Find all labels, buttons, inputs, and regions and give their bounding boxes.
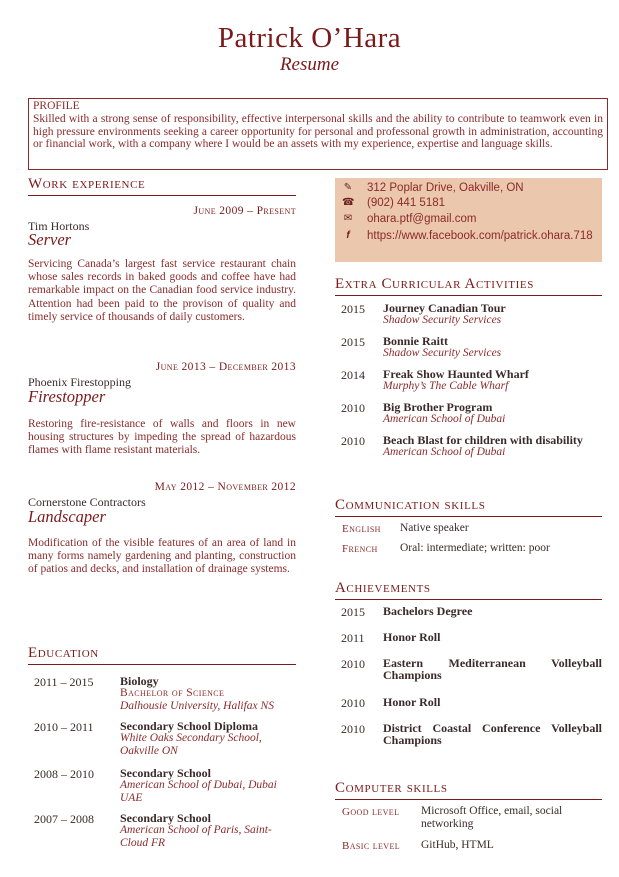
activity-title: Beach Blast for children with disability	[383, 433, 583, 447]
education-school: American School of Paris, Saint-Cloud FR	[120, 824, 272, 849]
achievement-year: 2010	[341, 657, 365, 671]
education-entry	[120, 812, 296, 849]
achievement-year: 2010	[341, 722, 365, 736]
skill-list: Microsoft Office, email, social networking	[421, 805, 563, 830]
activity-entry	[383, 335, 602, 360]
job-company: Cornerstone Contractors	[28, 495, 146, 509]
achievements-heading: Achievements	[335, 580, 602, 600]
achievement-title: Bachelors Degree	[383, 604, 473, 618]
job-company: Phoenix Firestopping	[28, 375, 132, 389]
activity-organization: Murphy’s The Cable Wharf	[383, 380, 509, 393]
contact-email-text[interactable]: ohara.ptf@gmail.com	[367, 213, 477, 225]
activity-year: 2010	[341, 434, 365, 448]
activity-title: Freak Show Haunted Wharf	[383, 367, 529, 381]
home-icon: ✎	[343, 182, 353, 193]
activity-title: Bonnie Raitt	[383, 334, 449, 348]
resume-subtitle: Resume	[279, 54, 340, 75]
activity-year: 2015	[341, 302, 365, 316]
profile-title: PROFILE	[33, 100, 80, 112]
achievement-title: Eastern Mediterranean Volleyball Champions	[383, 656, 602, 683]
activity-organization: Shadow Security Services	[383, 314, 502, 327]
activity-title: Big Brother Program	[383, 400, 493, 414]
skill-level: Basic level	[342, 840, 401, 852]
education-school: White Oaks Secondary School, Oakville ON	[120, 732, 262, 757]
extra-curricular-heading: Extra Curricular Activities	[335, 276, 602, 296]
contact-phone-text: (902) 441 5181	[367, 197, 446, 209]
achievement-year: 2010	[341, 696, 365, 710]
job-description: Restoring fire-resistance of walls and floors in new housing structures by impeding the spread of hazardous flames with flame resistant materials.	[28, 418, 296, 457]
skill-list: GitHub, HTML	[421, 839, 494, 851]
skill-level: Good level	[342, 806, 400, 818]
activity-year: 2015	[341, 335, 365, 349]
achievement-year: 2011	[341, 631, 365, 645]
education-entry	[120, 767, 296, 804]
job-title: Landscaper	[28, 507, 106, 526]
phone-icon: ☎	[342, 197, 355, 208]
job-date: May 2012 – November 2012	[154, 481, 296, 493]
activity-year: 2010	[341, 401, 365, 415]
resume-name: Patrick O’Hara	[217, 22, 402, 54]
achievement-title: Honor Roll	[383, 695, 441, 709]
activity-organization: American School of Dubai	[383, 413, 506, 426]
job-company: Tim Hortons	[28, 219, 90, 233]
education-school: American School of Dubai, Dubai UAE	[120, 779, 277, 804]
education-degree: Secondary School	[120, 766, 212, 780]
education-school: Dalhousie University, Halifax NS	[120, 699, 274, 712]
job-title: Firestopper	[28, 387, 106, 406]
communication-skills-heading: Communication skills	[335, 497, 602, 517]
activity-title: Journey Canadian Tour	[383, 301, 506, 315]
language-level: Oral: intermediate; written: poor	[400, 542, 550, 554]
contact-box	[335, 178, 602, 262]
profile-box	[28, 98, 608, 170]
computer-skills-heading: Computer skills	[335, 780, 602, 800]
profile-text: Skilled with a strong sense of responsibility, effective interpersonal skills and the ability to contribute to teamwork even in high pressure environments seeking a career opportunity for personal and professonal growth in administration, accounting or financial work, with a company where I would be an assets with my experience, expertise and language skills.	[33, 112, 603, 151]
job-date: June 2009 – Present	[193, 205, 296, 217]
activity-entry	[383, 401, 602, 426]
education-entry	[120, 675, 296, 712]
facebook-icon: f	[346, 230, 350, 241]
language-level: Native speaker	[400, 522, 469, 534]
contact-facebook-link[interactable]: https://www.facebook.com/patrick.ohara.718	[367, 230, 593, 242]
email-icon: ✉	[343, 213, 353, 224]
activity-organization: American School of Dubai	[383, 446, 506, 459]
achievement-title: Honor Roll	[383, 630, 441, 644]
activity-entry	[383, 434, 602, 459]
work-experience-heading: Work experience	[28, 176, 296, 196]
contact-address-text: 312 Poplar Drive, Oakville, ON	[367, 182, 524, 194]
education-years: 2010 – 2011	[34, 720, 94, 734]
education-years: 2008 – 2010	[34, 767, 94, 781]
education-degree: Biology	[120, 674, 159, 688]
job-description: Servicing Canada’s largest fast service restaurant chain whose sales records in baked goods and coffee have had remarkable impact on the Canadian food service industry. Attention had been paid to the provison of quality and timely service of thousands of daily customers.	[28, 258, 296, 323]
education-degree: Secondary School Diploma	[120, 719, 259, 733]
education-entry	[120, 720, 296, 757]
job-title: Server	[28, 230, 72, 249]
education-years: 2011 – 2015	[34, 675, 94, 689]
education-years: 2007 – 2008	[34, 812, 94, 826]
language-name: English	[342, 523, 381, 535]
activity-entry	[383, 368, 602, 393]
achievement-title: District Coastal Conference Volleyball Champions	[383, 721, 602, 748]
job-date: June 2013 – December 2013	[155, 361, 296, 373]
education-heading: Education	[28, 645, 296, 665]
activity-entry	[383, 302, 602, 327]
achievement-year: 2015	[341, 605, 365, 619]
activity-organization: Shadow Security Services	[383, 347, 502, 360]
education-program: Bachelor of Science	[120, 687, 225, 700]
job-description: Modification of the visible features of an area of land in many forms namely gardening and planting, construction of patios and decks, and installation of drainage systems.	[28, 537, 296, 576]
activity-year: 2014	[341, 368, 365, 382]
language-name: French	[342, 543, 378, 555]
education-degree: Secondary School	[120, 811, 212, 825]
